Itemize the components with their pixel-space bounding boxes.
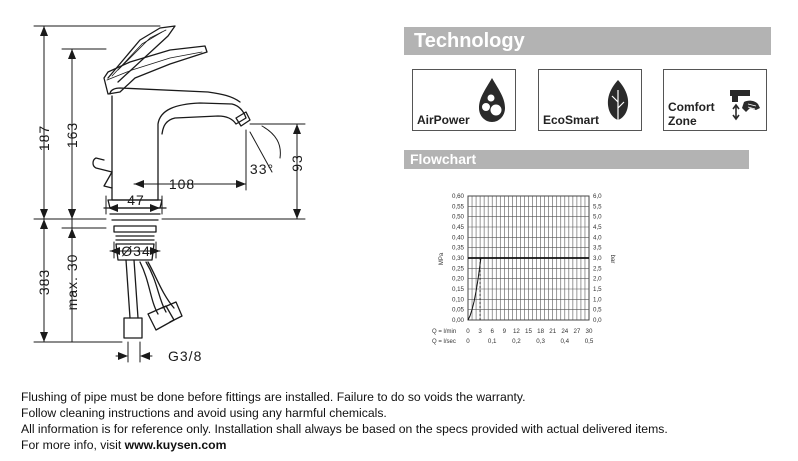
dim-outlet-height: 93 xyxy=(289,154,305,172)
x-tick-row1: 9 xyxy=(502,328,507,335)
x-row1-label: Q = l/min xyxy=(432,329,457,335)
y-tick-right: 5,5 xyxy=(593,203,602,211)
y-tick-right: 1,5 xyxy=(593,286,602,293)
feature-comfort-zone-label-1: Comfort xyxy=(668,100,715,114)
x-tick-row1: 27 xyxy=(573,328,581,335)
y-tick-right: 1,0 xyxy=(593,296,602,304)
note-reference: All information is for reference only. Installation shall always be based on the specs provided with actual delivered items. xyxy=(21,422,668,436)
x-tick-row1: 12 xyxy=(512,328,520,335)
y-tick-left: 0,15 xyxy=(451,286,464,293)
note-flushing: Flushing of pipe must be done before fittings are installed. Failure to do so voids the warranty. xyxy=(21,390,526,404)
y-tick-left: 0,25 xyxy=(451,265,464,273)
x-tick-row2: 0,3 xyxy=(536,338,545,345)
y-tick-left: 0,50 xyxy=(451,213,464,221)
x-tick-row1: 18 xyxy=(537,328,545,335)
y-axis-label-right: bar xyxy=(609,254,615,264)
feature-ecosmart xyxy=(538,69,642,131)
x-row2-label: Q = l/sec xyxy=(432,339,456,345)
dim-total-height: 187 xyxy=(36,124,52,152)
x-tick-row1: 0 xyxy=(466,328,470,335)
flow-chart-labels xyxy=(452,193,602,345)
y-tick-right: 0,0 xyxy=(593,317,602,324)
feature-comfort-zone-label-2: Zone xyxy=(668,114,697,128)
y-tick-right: 3,5 xyxy=(593,244,602,252)
x-tick-row1: 15 xyxy=(525,328,532,335)
y-tick-left: 0,30 xyxy=(451,255,464,262)
feature-comfort-zone xyxy=(663,69,767,131)
y-tick-left: 0,00 xyxy=(451,317,464,324)
y-tick-right: 3,0 xyxy=(593,255,602,262)
airpower-drops-icon xyxy=(475,76,509,124)
y-tick-right: 4,5 xyxy=(593,224,602,231)
y-tick-left: 0,35 xyxy=(451,244,464,252)
note-cleaning: Follow cleaning instructions and avoid using any harmful chemicals. xyxy=(21,406,387,420)
ecosmart-leaf-icon xyxy=(603,78,633,122)
x-tick-row2: 0,2 xyxy=(512,338,521,345)
x-tick-row2: 0 xyxy=(466,338,470,345)
y-tick-left: 0,40 xyxy=(451,234,464,242)
flow-chart xyxy=(432,193,615,345)
flowchart-title: Flowchart xyxy=(404,150,749,169)
x-tick-row1: 3 xyxy=(478,328,482,335)
y-tick-left: 0,60 xyxy=(451,193,464,200)
x-tick-row1: 30 xyxy=(585,328,593,335)
dim-connection: G3/8 xyxy=(168,348,203,364)
feature-ecosmart-label: EcoSmart xyxy=(543,113,600,127)
y-tick-left: 0,05 xyxy=(451,306,464,314)
dim-spout-angle: 33° xyxy=(249,161,275,177)
more-info-prefix: For more info, visit xyxy=(21,438,125,452)
y-tick-right: 2,0 xyxy=(593,275,602,283)
dim-max-deck: max. 30 xyxy=(64,253,80,311)
note-more-info xyxy=(21,437,781,453)
x-tick-row1: 21 xyxy=(549,328,557,335)
y-tick-right: 4,0 xyxy=(593,234,602,242)
y-axis-label-left: MPa xyxy=(439,252,445,266)
y-tick-right: 5,0 xyxy=(593,213,602,221)
technology-title: Technology xyxy=(404,27,771,55)
y-tick-left: 0,20 xyxy=(451,275,464,283)
feature-airpower xyxy=(412,69,516,131)
dim-spout-height: 163 xyxy=(64,121,80,149)
x-tick-row1: 6 xyxy=(490,328,494,335)
more-info-link[interactable]: www.kuysen.com xyxy=(124,438,227,452)
notes-block xyxy=(21,389,781,453)
y-tick-left: 0,45 xyxy=(451,224,464,231)
dim-spout-reach: 108 xyxy=(168,176,196,192)
y-tick-right: 6,0 xyxy=(593,193,602,200)
feature-airpower-label: AirPower xyxy=(417,113,470,127)
y-tick-right: 2,5 xyxy=(593,265,602,273)
dim-hole-diameter: Ø34 xyxy=(121,243,151,259)
comfort-zone-faucet-icon xyxy=(728,80,762,122)
x-tick-row2: 0,1 xyxy=(487,338,497,345)
dim-base-diameter: 47 xyxy=(127,192,145,208)
y-tick-left: 0,55 xyxy=(451,203,464,211)
x-tick-row2: 0,4 xyxy=(560,338,570,345)
x-tick-row1: 24 xyxy=(561,328,569,335)
y-tick-left: 0,10 xyxy=(451,296,464,304)
y-tick-right: 0,5 xyxy=(593,306,602,314)
x-tick-row2: 0,5 xyxy=(584,338,594,345)
dim-below-deck: 383 xyxy=(36,268,52,296)
